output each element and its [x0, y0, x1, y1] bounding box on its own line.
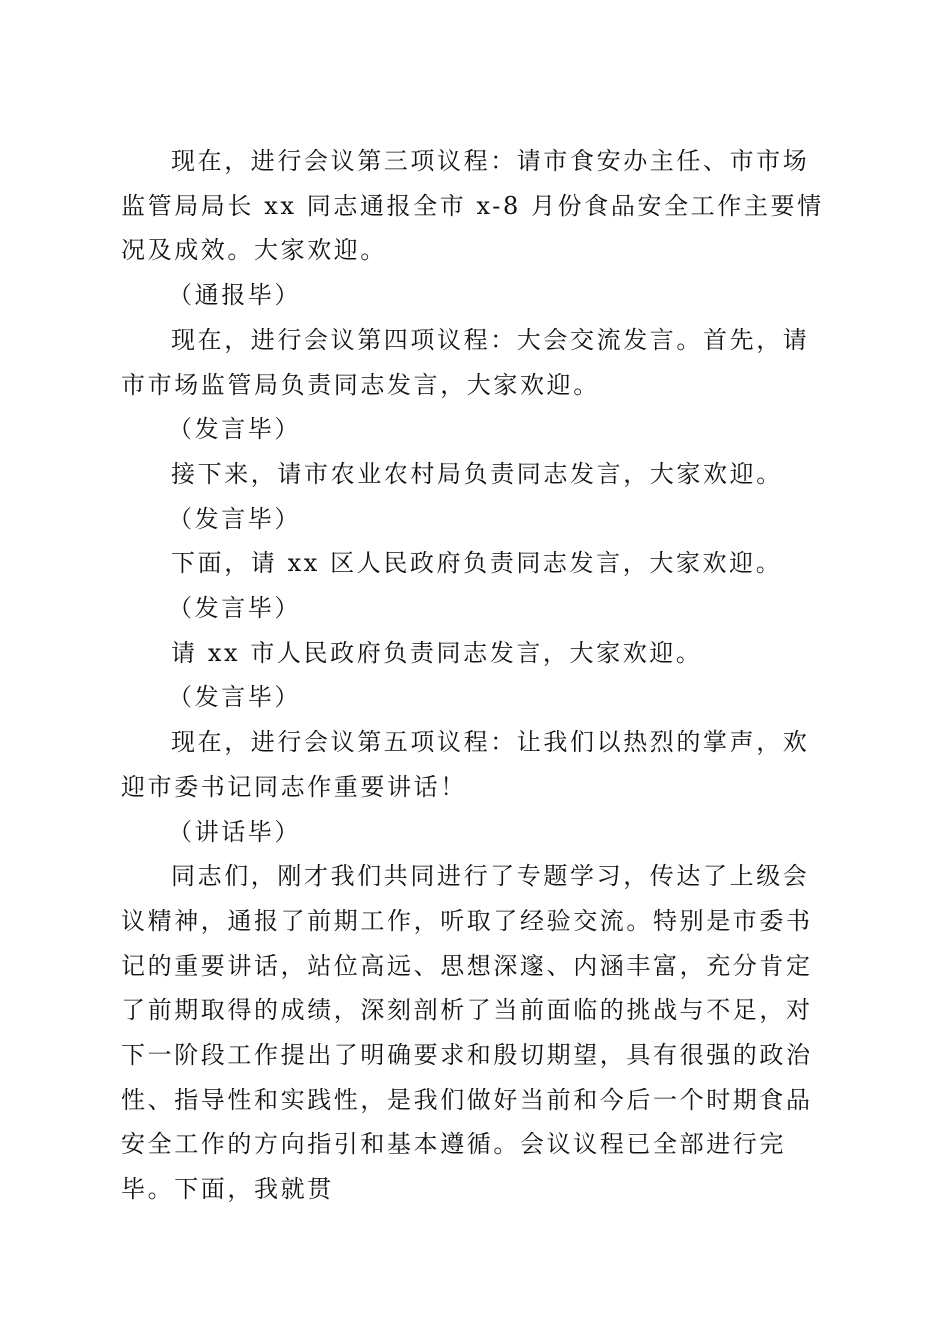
agenda-item-three-paragraph: 现在，进行会议第三项议程：请市食安办主任、市市场监管局局长 xx 同志通报全市 x-8 月份食品安全工作主要情况及成效。大家欢迎。: [121, 147, 824, 265]
address-finished-note: （讲话毕）: [168, 817, 301, 846]
document-body: [121, 139, 825, 1212]
agriculture-bureau-speech-paragraph: 接下来，请市农业农村局负责同志发言，大家欢迎。: [171, 459, 783, 488]
city-government-speech-paragraph: 请 xx 市人民政府负责同志发言，大家欢迎。: [171, 638, 703, 667]
speech-finished-note-2: （发言毕）: [168, 504, 301, 533]
closing-summary-paragraph: 同志们，刚才我们共同进行了专题学习，传达了上级会议精神，通报了前期工作，听取了经验交流。特别是市委书记的重要讲话，站位高远、思想深邃、内涵丰富，充分肯定了前期取得的成绩，深刻剖析了当前面临的挑战与不足，对下一阶段工作提出了明确要求和殷切期望，具有很强的政治性、指导性和实践性，是我们做好当前和今后一个时期食品安全工作的方向指引和基本遵循。会议议程已全部进行完毕。下面，我就贯: [121, 862, 813, 1204]
agenda-item-five-paragraph: 现在，进行会议第五项议程：让我们以热烈的掌声，欢迎市委书记同志作重要讲话！: [121, 728, 810, 801]
agenda-item-four-paragraph: 现在，进行会议第四项议程：大会交流发言。首先，请市市场监管局负责同志发言，大家欢迎。: [121, 325, 810, 399]
district-government-speech-paragraph: 下面，请 xx 区人民政府负责同志发言，大家欢迎。: [171, 549, 783, 578]
report-finished-note: （通报毕）: [168, 281, 301, 310]
speech-finished-note-4: （发言毕）: [168, 683, 301, 712]
speech-finished-note-1: （发言毕）: [168, 415, 301, 444]
speech-finished-note-3: （发言毕）: [168, 594, 301, 623]
